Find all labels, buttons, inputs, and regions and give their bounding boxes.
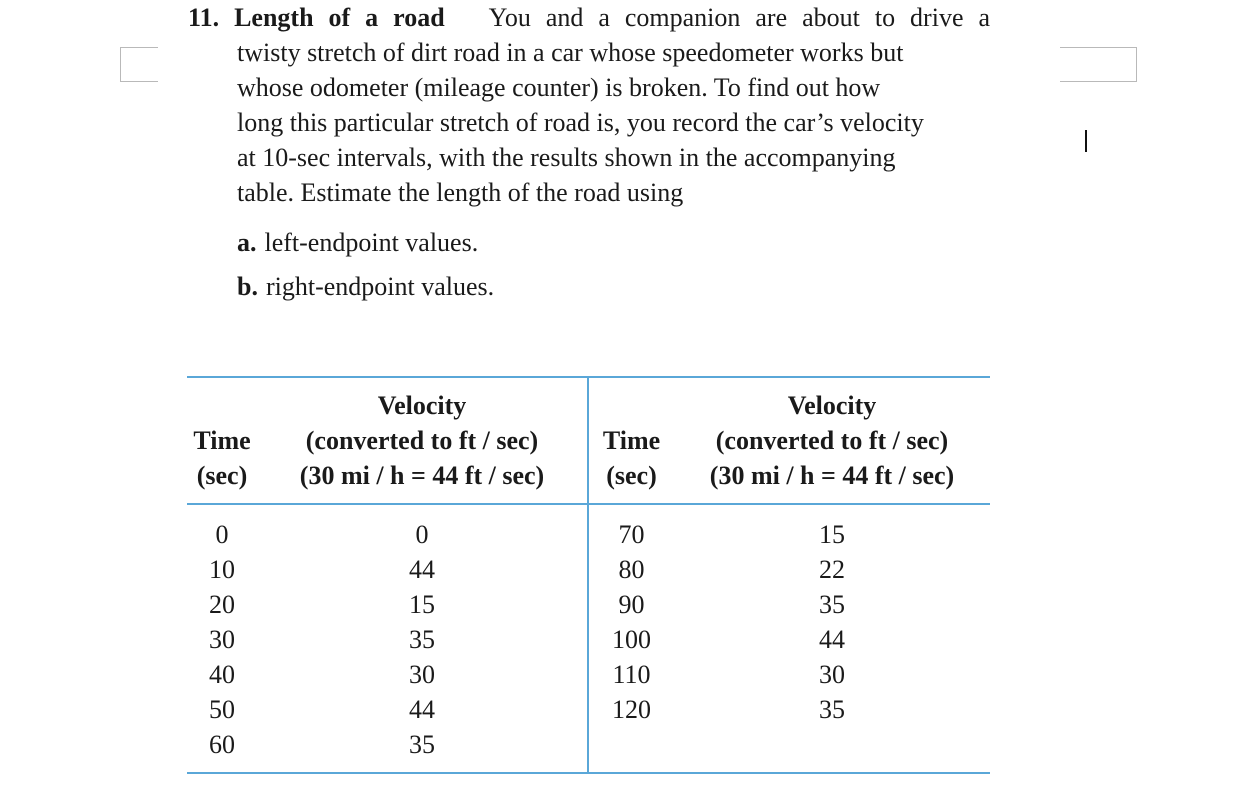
time-cell: 120 <box>612 695 651 724</box>
problem-first-line-text: You and a companion are about to drive a <box>488 3 991 32</box>
time-cell: 70 <box>618 520 645 549</box>
part-letter: b. <box>237 272 258 301</box>
velocity-cell: 44 <box>257 552 588 587</box>
table-row <box>187 587 990 622</box>
part-text: left-endpoint values. <box>264 228 479 257</box>
table-row <box>187 552 990 587</box>
problem-number: 11. <box>188 3 220 32</box>
time-header: Time (sec) <box>193 426 251 490</box>
velocity-cell: 35 <box>819 695 845 724</box>
part-a <box>237 221 494 265</box>
problem-body <box>188 35 990 210</box>
velocity-table <box>187 376 990 774</box>
table-row <box>187 622 990 657</box>
problem-line: table. Estimate the length of the road using <box>237 178 684 207</box>
crop-mark-left <box>120 47 158 82</box>
time-cell: 40 <box>209 660 235 689</box>
table-row <box>187 504 990 552</box>
time-cell: 80 <box>618 555 645 584</box>
time-cell <box>588 727 674 773</box>
time-cell: 20 <box>209 590 235 619</box>
velocity-header: Velocity (converted to ft / sec) (30 mi / h = 44 ft / sec) <box>257 377 588 504</box>
table-row <box>187 692 990 727</box>
time-cell: 90 <box>618 590 645 619</box>
time-cell: 30 <box>209 625 235 654</box>
time-cell: 60 <box>209 730 235 759</box>
velocity-cell: 30 <box>819 660 845 689</box>
problem-line: at 10-sec intervals, with the results shown in the accompanying <box>237 143 896 172</box>
time-cell: 100 <box>612 625 651 654</box>
velocity-cell <box>674 727 990 773</box>
velocity-cell: 35 <box>257 622 588 657</box>
problem-heading: Length of a road <box>234 3 445 32</box>
velocity-cell: 15 <box>819 520 845 549</box>
part-text: right-endpoint values. <box>265 272 495 301</box>
velocity-cell: 22 <box>819 555 845 584</box>
crop-mark-right <box>1060 47 1137 82</box>
problem-parts <box>237 221 494 309</box>
table-row <box>187 727 990 773</box>
problem-line: whose odometer (mileage counter) is broken. To find out how <box>237 73 881 102</box>
text-cursor <box>1085 130 1087 152</box>
velocity-cell: 30 <box>257 657 588 692</box>
time-header: Time (sec) <box>602 426 661 490</box>
part-letter: a. <box>237 228 257 257</box>
velocity-cell: 0 <box>257 504 588 552</box>
velocity-cell: 44 <box>257 692 588 727</box>
problem-line: twisty stretch of dirt road in a car whose speedometer works but <box>237 38 904 67</box>
problem-statement <box>188 0 990 210</box>
problem-line: long this particular stretch of road is, you record the car’s velocity <box>237 108 924 137</box>
problem-first-line <box>188 0 990 35</box>
table-row <box>187 657 990 692</box>
part-b <box>237 265 494 309</box>
velocity-header: Velocity (converted to ft / sec) (30 mi / h = 44 ft / sec) <box>709 391 955 490</box>
velocity-cell: 15 <box>257 587 588 622</box>
velocity-cell: 35 <box>819 590 845 619</box>
time-cell: 50 <box>209 695 235 724</box>
time-cell: 110 <box>612 660 651 689</box>
table-body <box>187 504 990 773</box>
velocity-cell: 35 <box>257 727 588 773</box>
velocity-cell: 44 <box>819 625 845 654</box>
time-cell: 0 <box>215 520 229 549</box>
time-cell: 10 <box>209 555 235 584</box>
table-header-row <box>187 377 990 504</box>
